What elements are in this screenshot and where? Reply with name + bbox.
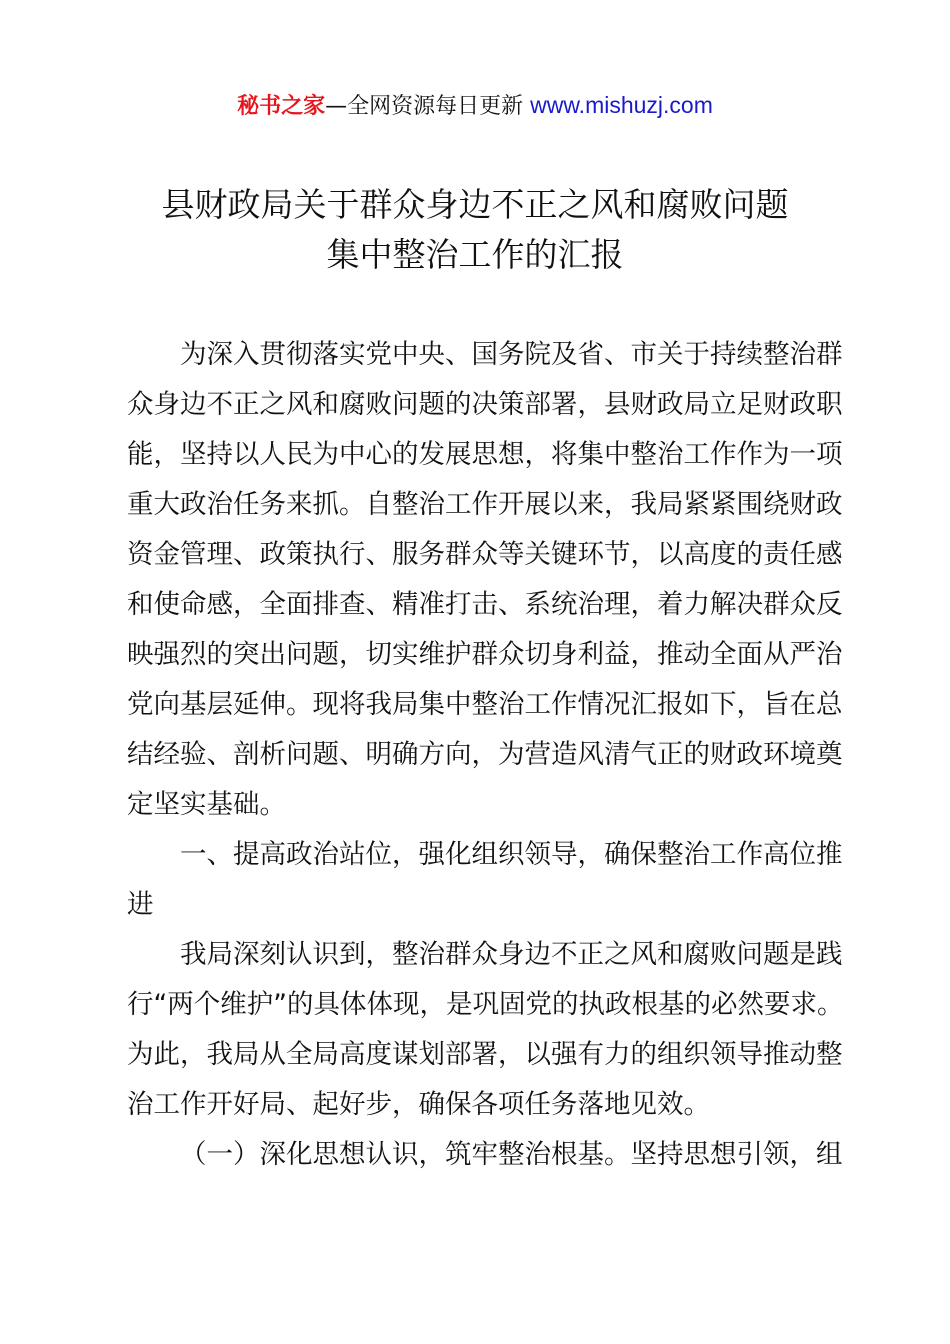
paragraph-line: 众身边不正之风和腐败问题的决策部署，县财政局立足财政职: [127, 389, 843, 420]
paragraph-line: 资金管理、政策执行、服务群众等关键环节，以高度的责任感: [127, 539, 843, 570]
document-body: [127, 330, 844, 1180]
paragraph-line: 行“两个维护”的具体体现，是巩固党的执政根基的必然要求。: [127, 989, 844, 1020]
document-title: [0, 180, 950, 280]
title-line-2: 集中整治工作的汇报: [326, 235, 624, 274]
paragraph-line: 结经验、剖析问题、明确方向，为营造风清气正的财政环境奠: [127, 739, 843, 770]
paragraph-line: 映强烈的突出问题，切实维护群众切身利益，推动全面从严治: [127, 639, 843, 670]
title-line-1: 县财政局关于群众身边不正之风和腐败问题: [161, 185, 789, 224]
paragraph-line: 和使命感，全面排查、精准打击、系统治理，着力解决群众反: [127, 589, 843, 620]
paragraph-line: 重大政治任务来抓。自整治工作开展以来，我局紧紧围绕财政: [127, 489, 843, 520]
slogan: —全网资源每日更新: [325, 94, 531, 119]
site-url-link[interactable]: www.mishuzj.com: [530, 92, 713, 118]
paragraph-line: 定坚实基础。: [127, 789, 286, 820]
brand-name: 秘书之家: [237, 94, 326, 119]
paragraph-line: 党向基层延伸。现将我局集中整治工作情况汇报如下，旨在总: [127, 689, 843, 720]
site-header: [0, 88, 950, 124]
paragraph-line: （一）深化思想认识，筑牢整治根基。坚持思想引领，组: [180, 1139, 843, 1170]
section-heading-line: 进: [127, 889, 154, 920]
paragraph-line: 为深入贯彻落实党中央、国务院及省、市关于持续整治群: [180, 339, 843, 370]
section-heading-line: 一、提高政治站位，强化组织领导，确保整治工作高位推: [180, 839, 843, 870]
paragraph-line: 能，坚持以人民为中心的发展思想，将集中整治工作作为一项: [127, 439, 843, 470]
paragraph-line: 治工作开好局、起好步，确保各项任务落地见效。: [127, 1089, 710, 1120]
paragraph-line: 为此，我局从全局高度谋划部署，以强有力的组织领导推动整: [127, 1039, 843, 1070]
paragraph-line: 我局深刻认识到，整治群众身边不正之风和腐败问题是践: [180, 939, 843, 970]
